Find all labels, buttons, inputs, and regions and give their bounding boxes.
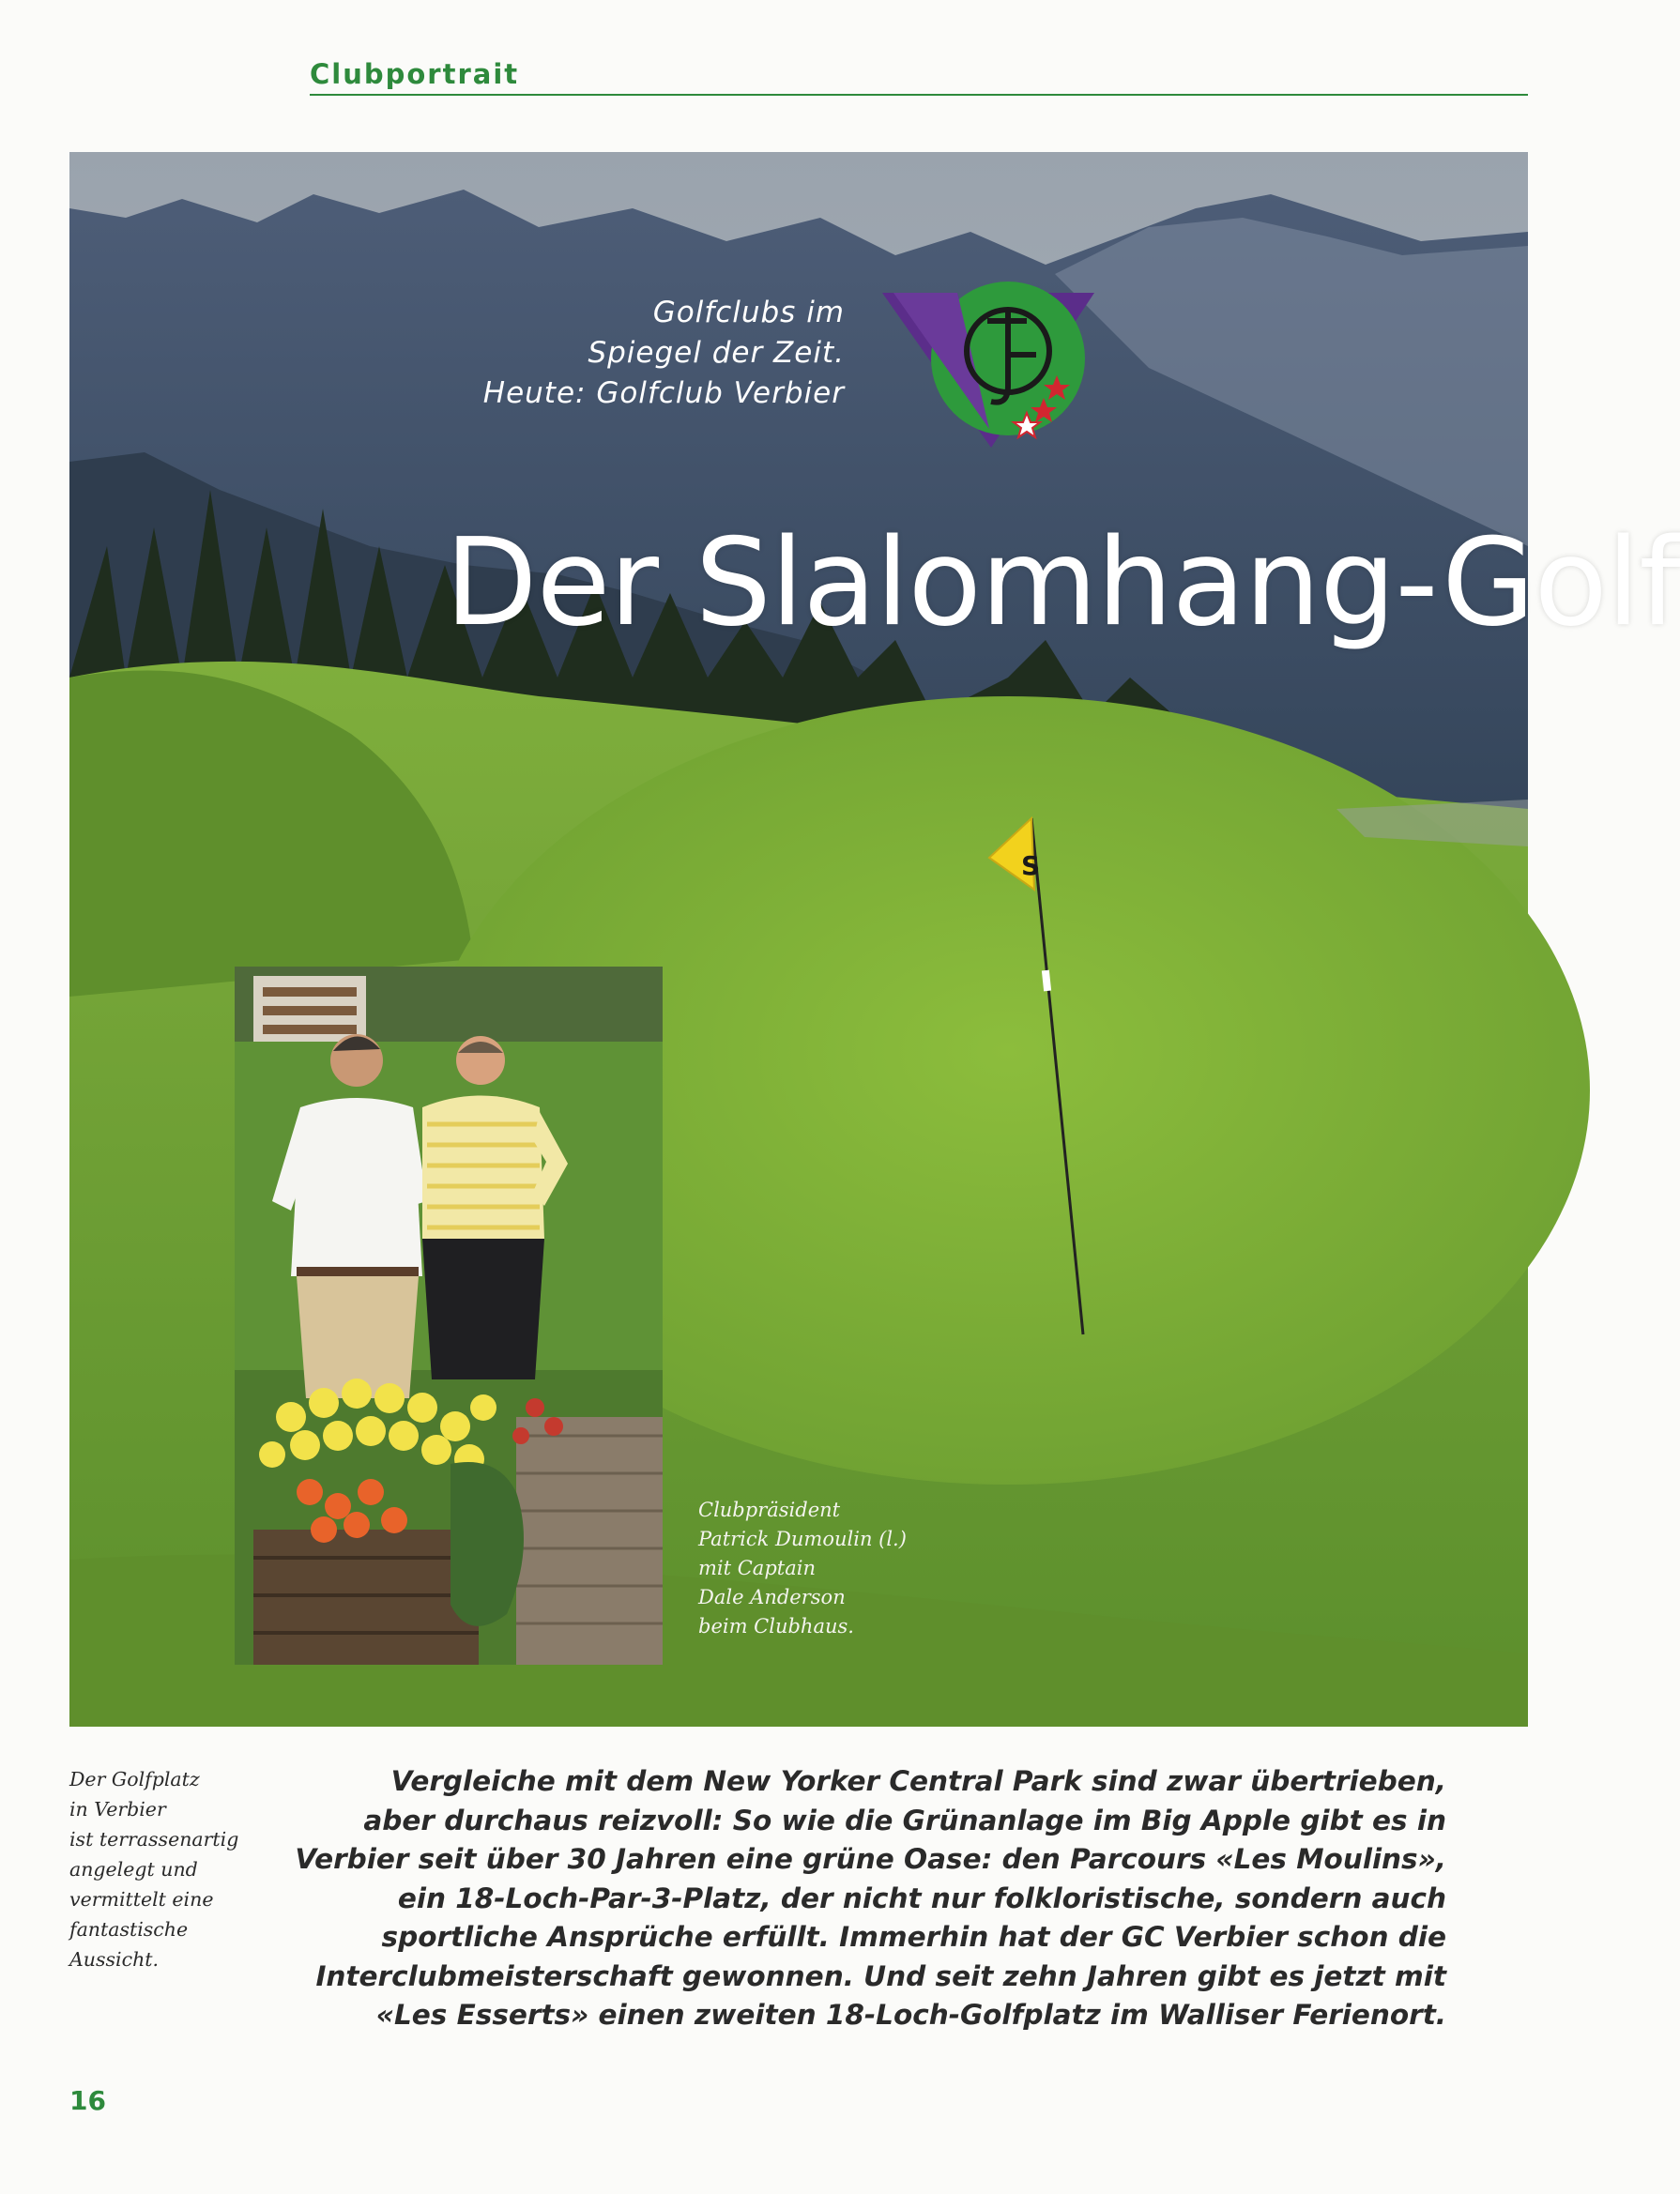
golf-flag-icon [914, 800, 1102, 1456]
tagline-line: Spiegel der Zeit. [588, 336, 845, 370]
tagline-line: Heute: Golfclub Verbier [482, 376, 845, 410]
hero-photo [69, 152, 1680, 1727]
lead-line: «Les Esserts» einen zweiten 18-Loch-Golfplatz im Walliser Ferienort. [375, 1999, 1446, 2031]
headline: Der Slalomhang-Golf [445, 513, 1680, 653]
photo-caption-line: beim Clubhaus. [698, 1615, 854, 1638]
photo-caption-line: Clubpräsident [698, 1499, 841, 1521]
photo-caption-line: Patrick Dumoulin (l.) [698, 1528, 907, 1550]
side-caption-line: Aussicht. [69, 1948, 160, 1971]
lead-line: Vergleiche mit dem New Yorker Central Park sind zwar übertrieben, [390, 1765, 1446, 1797]
photo-caption-line: Dale Anderson [698, 1586, 846, 1608]
lead-line: Interclubmeisterschaft gewonnen. Und seit zehn Jahren gibt es jetzt mit [315, 1959, 1446, 1992]
club-president-photo [235, 967, 663, 1665]
inset-photo [235, 967, 663, 1665]
tagline-line: Golfclubs im [652, 296, 845, 329]
side-caption-line: Der Golfplatz [69, 1768, 200, 1790]
lead-line: aber durchaus reizvoll: So wie die Grünanlage im Big Apple gibt es in [363, 1804, 1446, 1836]
lead-line: sportliche Ansprüche erfüllt. Immerhin hat der GC Verbier schon die [381, 1921, 1446, 1953]
tagline [483, 293, 845, 414]
side-caption-line: ist terrassenartig [69, 1828, 239, 1851]
page-number: 16 [69, 2085, 106, 2116]
flag-letter: S [1021, 850, 1041, 881]
side-caption-line: vermittelt eine [69, 1888, 214, 1911]
lead-paragraph [264, 1762, 1446, 2035]
section-header: Clubportrait [310, 58, 520, 90]
lead-line: ein 18-Loch-Par-3-Platz, der nicht nur folkloristische, sondern auch [397, 1882, 1446, 1914]
photo-caption-line: mit Captain [698, 1557, 816, 1579]
side-caption-line: fantastische [69, 1918, 189, 1941]
photo-caption [698, 1496, 907, 1641]
side-caption-line: angelegt und [69, 1858, 198, 1881]
club-logo-icon [877, 265, 1102, 452]
header-rule [310, 94, 1528, 96]
side-caption-line: in Verbier [69, 1798, 166, 1821]
lead-line: Verbier seit über 30 Jahren eine grüne Oase: den Parcours «Les Moulins», [295, 1843, 1446, 1875]
